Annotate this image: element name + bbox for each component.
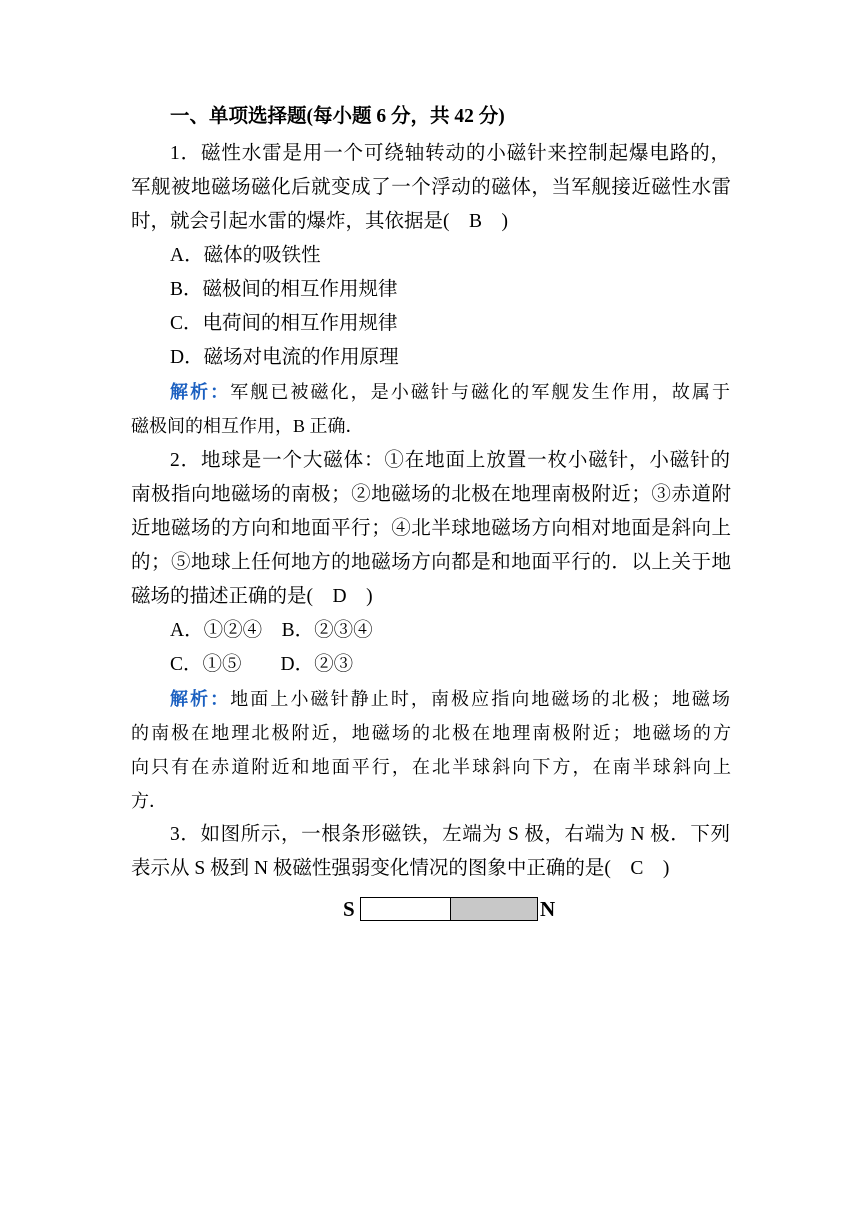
q1-analysis-line-1 xyxy=(170,379,730,405)
q2-analysis-line-1 xyxy=(170,686,730,712)
q2-analysis-line-3: 向只有在赤道附近和地面平行，在北半球斜向下方，在南半球斜向上 xyxy=(131,757,731,777)
q2-options-row-2: C．①⑤ D．②③ xyxy=(170,654,354,675)
q2-line-4: 的；⑤地球上任何地方的地磁场方向都是和地面平行的．以上关于地 xyxy=(131,552,731,573)
q3-line-2: 表示从 S 极到 N 极磁性强弱变化情况的图象中正确的是( C ) xyxy=(131,858,670,879)
q2-analysis-label: 解析： xyxy=(170,689,231,709)
q1-analysis-line-2: 磁极间的相互作用，B 正确． xyxy=(131,416,364,436)
bar-magnet-figure xyxy=(340,893,580,927)
q1-line-1: 1．磁性水雷是用一个可绕轴转动的小磁针来控制起爆电路的， xyxy=(170,143,730,164)
north-pole-label: N xyxy=(540,897,556,921)
q2-analysis-text-1: 地面上小磁针静止时，南极应指向地磁场的北极；地磁场 xyxy=(230,689,731,709)
q2-analysis-line-4: 方． xyxy=(131,791,167,811)
south-pole-label: S xyxy=(343,897,355,921)
q1-option-a: A．磁体的吸铁性 xyxy=(170,245,321,266)
q2-line-1: 2．地球是一个大磁体：①在地面上放置一枚小磁针，小磁针的 xyxy=(170,450,730,471)
q1-option-c: C．电荷间的相互作用规律 xyxy=(170,313,398,334)
q2-line-3: 近地磁场的方向和地面平行；④北半球地磁场方向相对地面是斜向上 xyxy=(131,518,731,539)
q2-options-row-1: A．①②④ B．②③④ xyxy=(170,620,373,641)
q1-analysis-label: 解析： xyxy=(170,382,231,402)
q1-line-3: 时，就会引起水雷的爆炸，其依据是( B ) xyxy=(131,211,508,232)
q1-option-d: D．磁场对电流的作用原理 xyxy=(170,347,399,368)
q2-line-2: 南极指向地磁场的南极；②地磁场的北极在地理南极附近；③赤道附 xyxy=(131,484,731,505)
q1-option-b: B．磁极间的相互作用规律 xyxy=(170,279,398,300)
q3-line-1: 3．如图所示，一根条形磁铁，左端为 S 极，右端为 N 极．下列 xyxy=(170,824,730,845)
q1-analysis-text-1: 军舰已被磁化，是小磁针与磁化的军舰发生作用，故属于 xyxy=(230,382,731,402)
magnet-south-half xyxy=(360,897,450,921)
q2-analysis-line-2: 的南极在地理北极附近，地磁场的北极在地理南极附近；地磁场的方 xyxy=(131,723,731,743)
magnet-north-half xyxy=(450,897,538,921)
q1-line-2: 军舰被地磁场磁化后就变成了一个浮动的磁体，当军舰接近磁性水雷 xyxy=(131,177,731,198)
section-title: 一、单项选择题(每小题 6 分，共 42 分) xyxy=(170,106,505,127)
q2-line-5: 磁场的描述正确的是( D ) xyxy=(131,586,373,607)
